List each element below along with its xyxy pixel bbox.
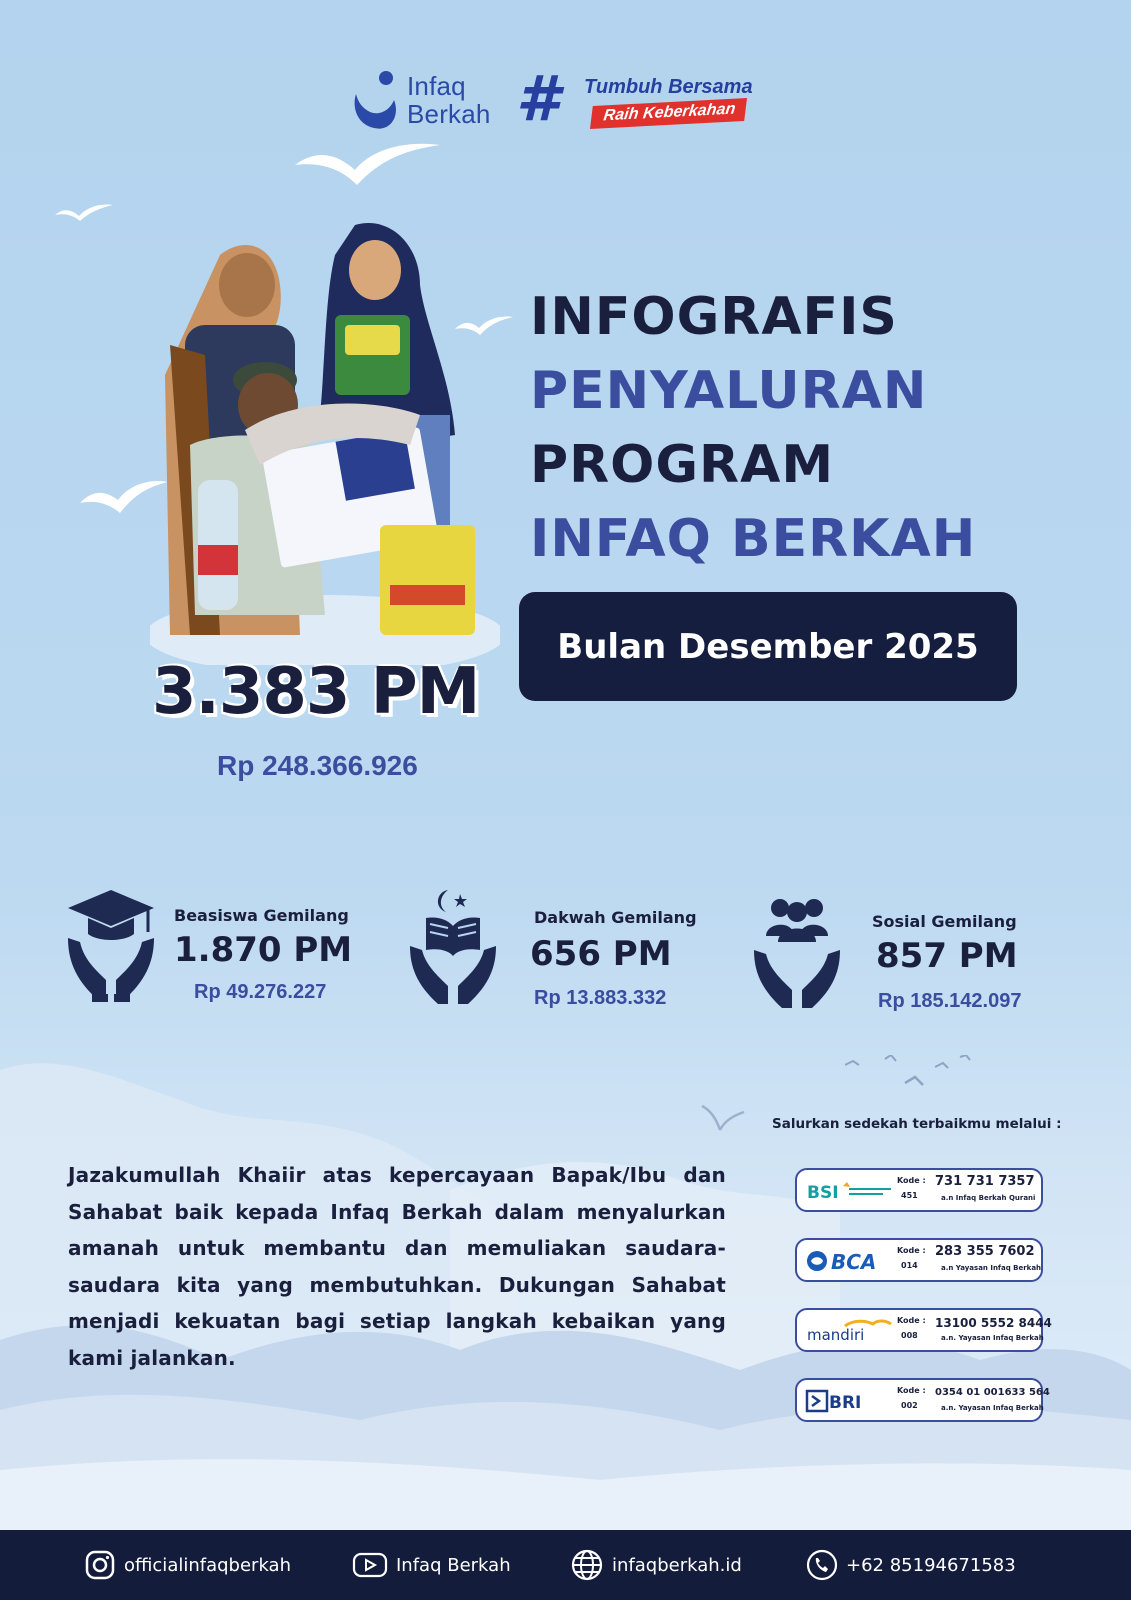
instagram-handle: officialinfaqberkah <box>124 1554 291 1576</box>
account-number: 13100 5552 8444 <box>935 1316 1052 1330</box>
infaq-berkah-logo <box>350 70 500 132</box>
bsi-logo-icon <box>805 1178 893 1204</box>
account-number: 283 355 7602 <box>935 1244 1035 1259</box>
bri-logo-icon <box>805 1388 893 1414</box>
youtube-icon <box>352 1549 388 1581</box>
bank-kode: 008 <box>901 1331 918 1340</box>
account-holder: a.n. Yayasan Infaq Berkah <box>941 1404 1044 1412</box>
bird-icon <box>700 1100 750 1140</box>
phone-icon <box>806 1549 838 1581</box>
beneficiary-photo <box>150 215 500 665</box>
title-line-2: PENYALURAN <box>530 361 928 421</box>
bank-card-bsi <box>795 1168 1043 1212</box>
account-holder: a.n. Yayasan Infaq Berkah <box>941 1334 1044 1342</box>
campaign-tagline <box>516 62 786 135</box>
donation-heading: Salurkan sedekah terbaikmu melalui : <box>772 1116 1062 1132</box>
drop-logo-icon <box>350 70 402 132</box>
page-title <box>530 280 1090 576</box>
bank-name: BCA <box>831 1250 877 1274</box>
program-pm: 857 PM <box>876 936 1018 976</box>
globe-icon <box>570 1548 604 1582</box>
account-holder: a.n Infaq Berkah Qurani <box>941 1194 1036 1202</box>
tagline-line1: Tumbuh Bersama <box>584 76 753 98</box>
bank-card-bca <box>795 1238 1043 1282</box>
bird-icon <box>295 140 445 190</box>
program-amount: Rp 185.142.097 <box>878 990 1022 1012</box>
bird-icon <box>845 1055 975 1095</box>
bird-icon <box>55 203 115 223</box>
bank-kode: 002 <box>901 1401 918 1410</box>
bank-kode: 014 <box>901 1261 918 1270</box>
footer-website[interactable] <box>570 1550 742 1580</box>
total-beneficiaries: 3.383 PM <box>152 655 480 729</box>
account-number: 0354 01 001633 564 <box>935 1387 1050 1398</box>
program-label: Dakwah Gemilang <box>534 908 697 927</box>
total-amount: Rp 248.366.926 <box>217 750 418 781</box>
kode-label: Kode : <box>897 1316 926 1325</box>
footer-phone[interactable] <box>806 1550 1016 1580</box>
logo-text-line1: Infaq <box>407 71 466 101</box>
phone-number: +62 85194671583 <box>846 1554 1016 1576</box>
kode-label: Kode : <box>897 1246 926 1255</box>
bank-name: mandiri <box>807 1326 865 1344</box>
quran-hands-icon <box>408 888 498 1008</box>
bank-name: BRI <box>829 1393 862 1413</box>
period-badge: Bulan Desember 2025 <box>519 592 1017 701</box>
program-stat-beasiswa <box>66 888 396 1018</box>
account-number: 731 731 7357 <box>935 1174 1035 1189</box>
title-line-4: INFAQ BERKAH <box>530 509 977 569</box>
footer-youtube[interactable] <box>352 1550 511 1580</box>
bca-logo-icon <box>805 1248 893 1274</box>
mandiri-logo-icon <box>805 1318 893 1344</box>
title-line-3: PROGRAM <box>530 435 835 495</box>
program-amount: Rp 13.883.332 <box>534 987 667 1009</box>
people-hands-icon <box>752 898 842 1013</box>
program-stat-dakwah <box>408 888 738 1018</box>
bank-name: BSI <box>807 1183 839 1203</box>
logo-text-line2: Berkah <box>407 99 491 129</box>
youtube-channel: Infaq Berkah <box>396 1554 511 1576</box>
kode-label: Kode : <box>897 1176 926 1185</box>
footer-bar <box>0 1530 1131 1600</box>
bank-card-mandiri <box>795 1308 1052 1352</box>
program-label: Beasiswa Gemilang <box>174 906 349 925</box>
program-amount: Rp 49.276.227 <box>194 981 327 1003</box>
thank-you-message: Jazakumullah Khaiir atas kepercayaan Bapak/Ibu dan Sahabat baik kepada Infaq Berkah dalam menyalurkan amanah untuk membantu dan memuliakan saudara-saudara kita yang membutuhkan. Dukungan Sahabat menjadi kekuatan bagi setiap langkah kebaikan yang kami jalankan. <box>68 1163 726 1370</box>
account-holder: a.n Yayasan Infaq Berkah <box>941 1264 1042 1272</box>
tagline-line2: Raih Keberkahan <box>590 98 747 129</box>
website-url: infaqberkah.id <box>612 1554 742 1576</box>
graduation-cap-hands-icon <box>66 888 156 1003</box>
program-stat-sosial <box>752 898 1082 1028</box>
program-pm: 1.870 PM <box>174 930 353 970</box>
hashtag-icon: # <box>516 62 560 135</box>
bank-card-bri <box>795 1378 1050 1422</box>
bank-kode: 451 <box>901 1191 918 1200</box>
kode-label: Kode : <box>897 1386 926 1395</box>
program-label: Sosial Gemilang <box>872 912 1017 931</box>
footer-instagram[interactable] <box>84 1550 291 1580</box>
program-pm: 656 PM <box>530 934 672 974</box>
title-line-1: INFOGRAFIS <box>530 287 898 347</box>
instagram-icon <box>84 1549 116 1581</box>
